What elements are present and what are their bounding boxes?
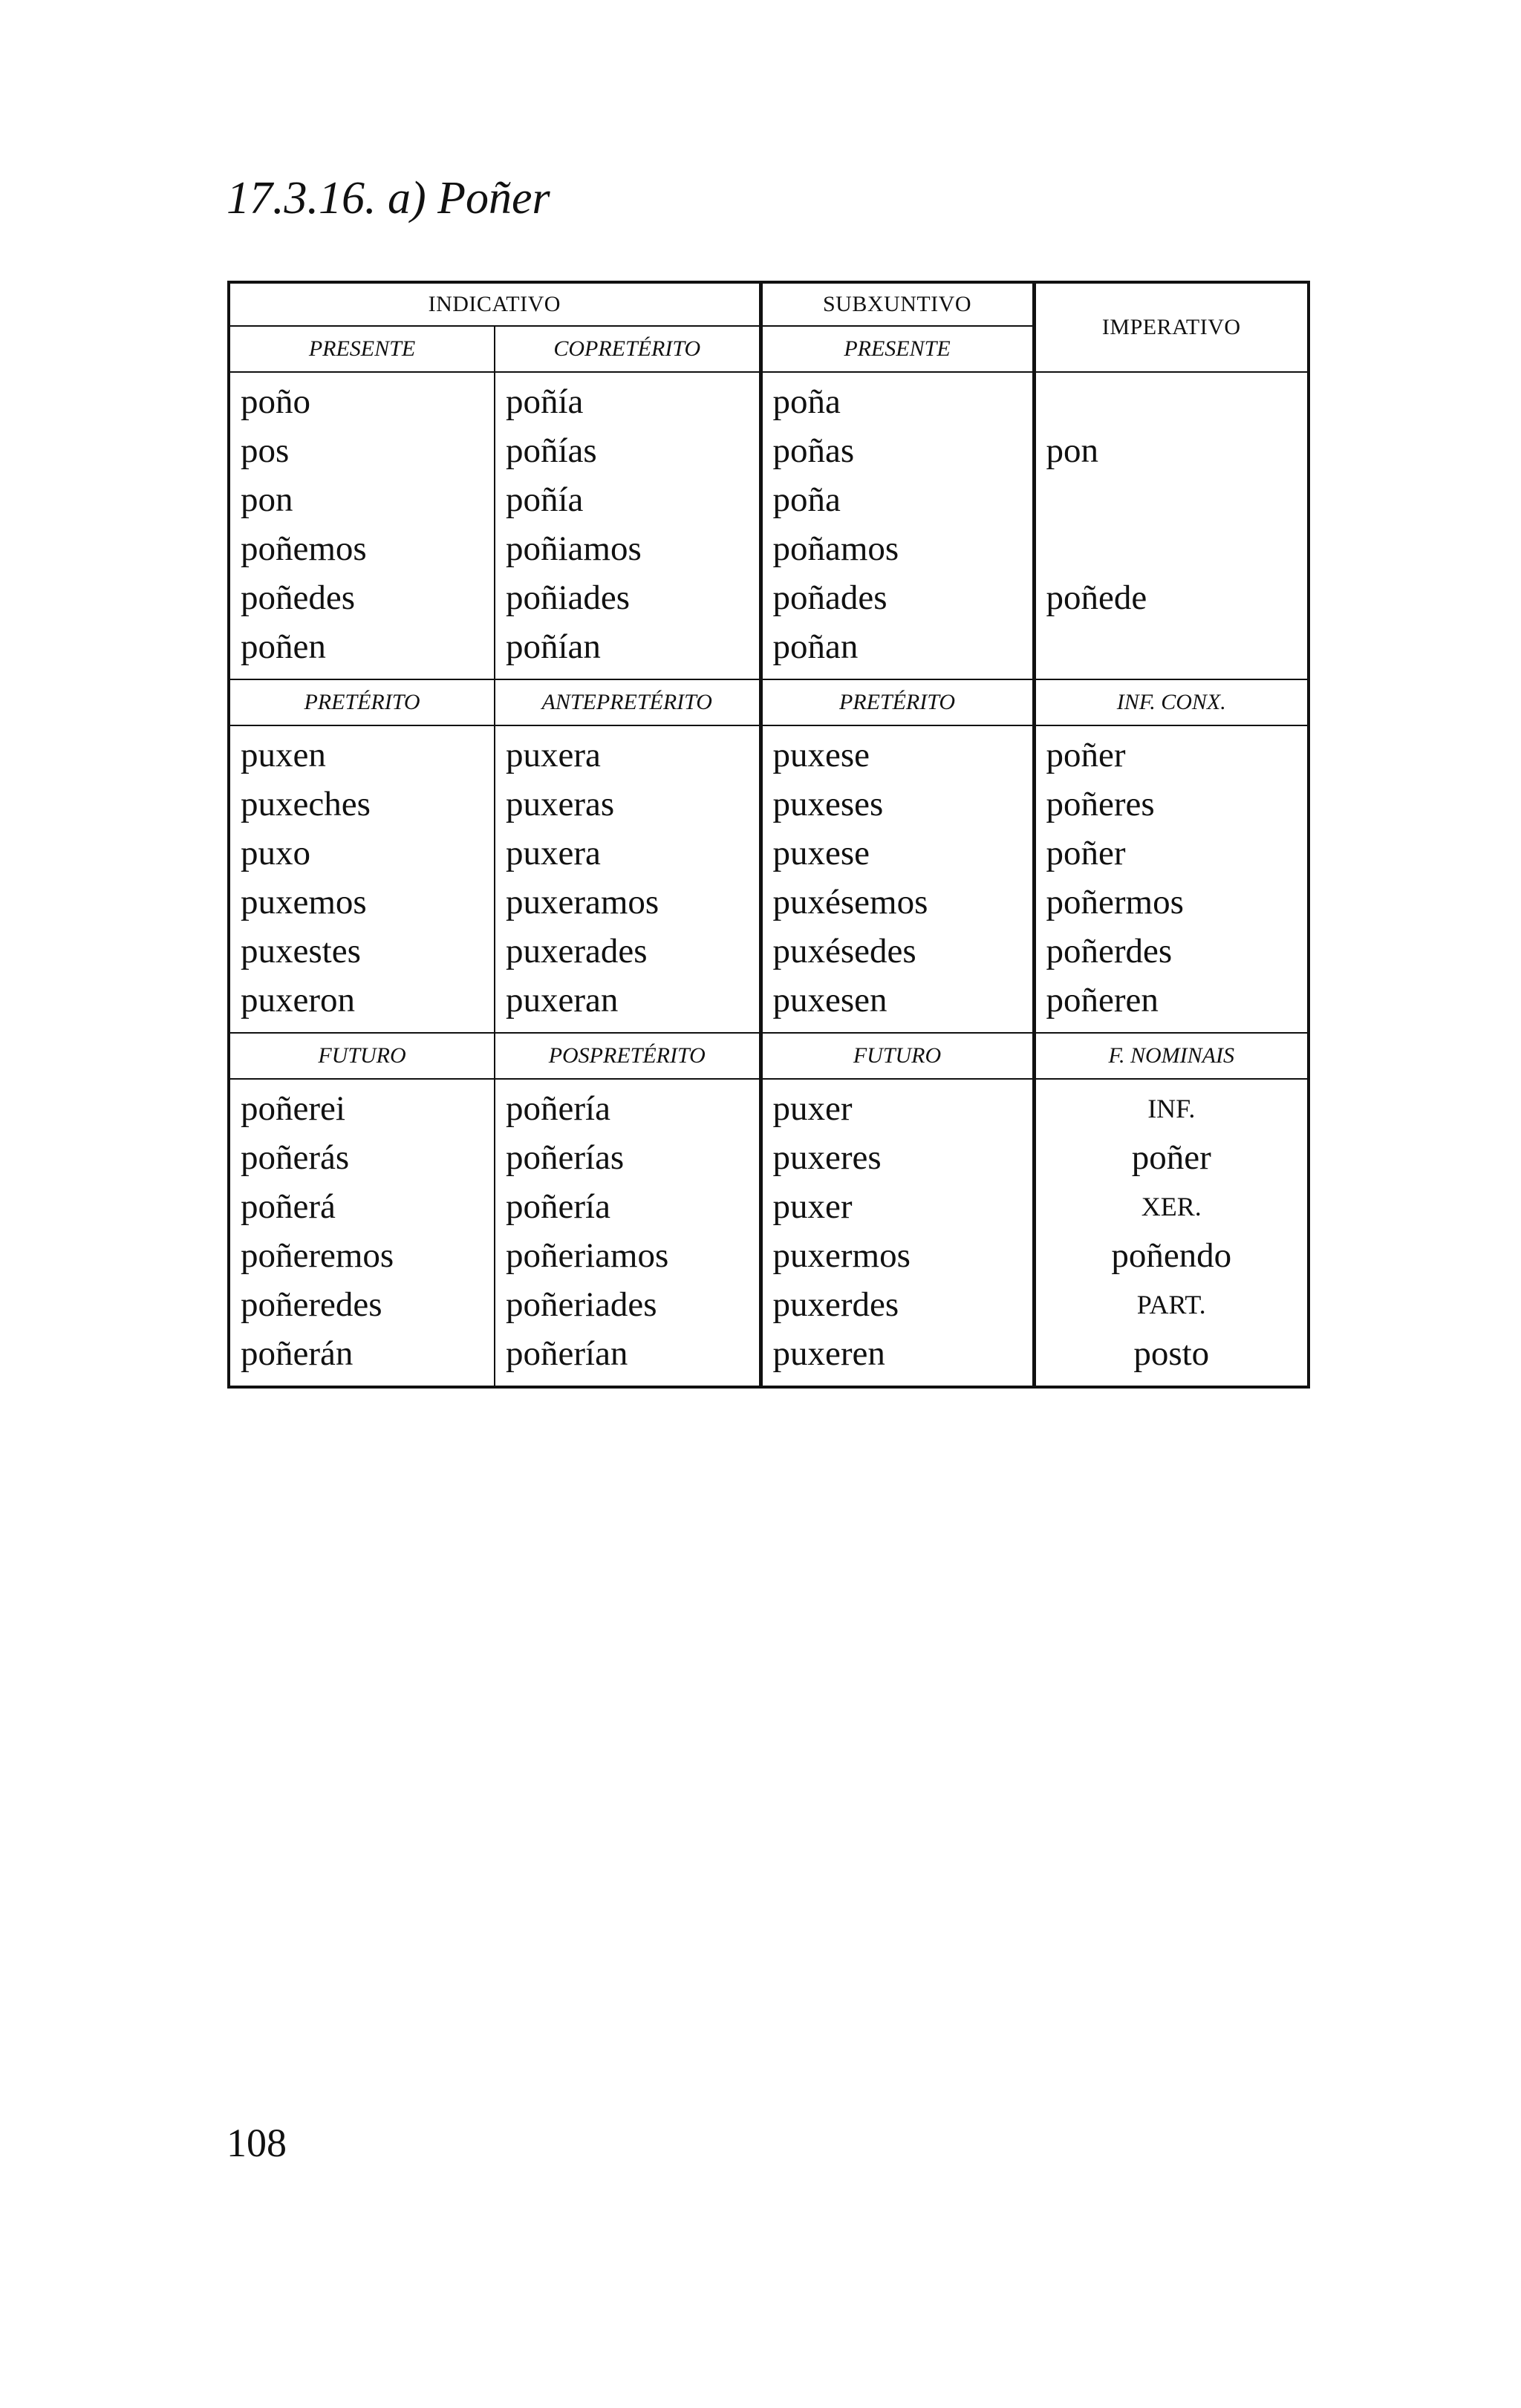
verb-form: puxeches <box>241 785 371 823</box>
verb-form: poñeres <box>1046 785 1155 823</box>
verb-form: poñerei <box>241 1089 345 1128</box>
verb-form: puxer <box>772 1089 853 1128</box>
verb-form: poñerán <box>241 1334 354 1373</box>
verb-form: poñede <box>1046 578 1147 617</box>
verb-form: poñemos <box>241 529 367 568</box>
verb-form: poñerás <box>241 1138 350 1177</box>
verb-form: poñerías <box>506 1138 625 1177</box>
conjugation-table <box>227 281 1310 1389</box>
verb-form <box>1036 475 1308 524</box>
verb-form: puxestes <box>241 932 361 970</box>
verb-form: poñeriades <box>506 1285 657 1324</box>
verb-form: puxerades <box>506 932 648 970</box>
verb-form: puxésemos <box>772 883 928 921</box>
tense-header-row <box>229 1033 1309 1079</box>
verb-form: puxese <box>772 736 870 774</box>
verb-form: puxeramos <box>506 883 659 921</box>
forms-cell <box>1034 725 1309 1033</box>
verb-form: poña <box>772 480 841 519</box>
verb-form: poñeremos <box>241 1236 394 1275</box>
verb-form: pon <box>1046 431 1098 470</box>
mood-subxuntivo: SUBXUNTIVO <box>760 282 1034 326</box>
verb-form: poñería <box>506 1089 610 1128</box>
verb-form: puxera <box>506 736 601 774</box>
verb-form: puxeras <box>506 785 615 823</box>
verb-form: puxeses <box>772 785 884 823</box>
section-title: 17.3.16. a) Poñer <box>227 173 550 223</box>
nominal-form-label: INF. <box>1147 1094 1196 1123</box>
forms-cell <box>760 1079 1034 1387</box>
verb-form: poñendo <box>1111 1236 1232 1275</box>
verb-form: poñen <box>241 627 326 666</box>
verb-form <box>1036 377 1308 426</box>
verb-form: poñer <box>1046 834 1126 872</box>
verb-form: poñas <box>772 431 855 470</box>
verb-form: poñerá <box>241 1187 336 1226</box>
tense-header: INF. CONX. <box>1034 679 1309 725</box>
verb-form: poñería <box>506 1187 610 1226</box>
tense-header: PRETÉRITO <box>760 679 1034 725</box>
verb-form: puxo <box>241 834 310 872</box>
verb-form: poñan <box>772 627 859 666</box>
verb-form: poña <box>772 382 841 421</box>
mood-header-row <box>229 282 1309 326</box>
page-number: 108 <box>227 2121 287 2165</box>
forms-row <box>229 725 1309 1033</box>
mood-indicativo: INDICATIVO <box>229 282 760 326</box>
verb-form: poñeredes <box>241 1285 382 1324</box>
forms-cell <box>1034 372 1309 679</box>
verb-form: poñeriamos <box>506 1236 669 1275</box>
tense-header: POSPRETÉRITO <box>495 1033 760 1079</box>
tense-header: COPRETÉRITO <box>495 326 760 372</box>
verb-form: poñerdes <box>1046 932 1173 970</box>
nominal-form-label: PART. <box>1136 1290 1206 1319</box>
forms-cell <box>760 725 1034 1033</box>
forms-cell <box>229 725 495 1033</box>
verb-form: puxeres <box>772 1138 882 1177</box>
tense-header: F. NOMINAIS <box>1034 1033 1309 1079</box>
verb-form: poñían <box>506 627 601 666</box>
verb-form: poñer <box>1046 736 1126 774</box>
forms-cell <box>495 725 760 1033</box>
verb-form: poñiamos <box>506 529 642 568</box>
verb-form: puxeran <box>506 981 619 1019</box>
verb-form: puxermos <box>772 1236 911 1275</box>
forms-cell <box>229 372 495 679</box>
verb-form: pos <box>241 431 290 470</box>
tense-header: PRETÉRITO <box>229 679 495 725</box>
forms-cell <box>495 372 760 679</box>
tense-header-row <box>229 679 1309 725</box>
verb-form: puxesen <box>772 981 887 1019</box>
verb-form <box>1036 622 1308 671</box>
forms-row <box>229 1079 1309 1387</box>
verb-form: poñiades <box>506 578 631 617</box>
tense-header: FUTURO <box>760 1033 1034 1079</box>
forms-cell <box>495 1079 760 1387</box>
verb-form: poñerían <box>506 1334 628 1373</box>
nominal-form-label: XER. <box>1141 1192 1202 1221</box>
forms-cell <box>229 1079 495 1387</box>
verb-form: poño <box>241 382 310 421</box>
tense-header: PRESENTE <box>760 326 1034 372</box>
verb-form: puxeren <box>772 1334 885 1373</box>
verb-form: pon <box>241 480 293 519</box>
verb-form: puxeron <box>241 981 356 1019</box>
verb-form: poñías <box>506 431 597 470</box>
verb-form: poñamos <box>772 529 899 568</box>
verb-form: poñades <box>772 578 887 617</box>
verb-form: puxésedes <box>772 932 916 970</box>
verb-form: poñía <box>506 382 584 421</box>
verb-form <box>1036 524 1308 573</box>
tense-header: PRESENTE <box>229 326 495 372</box>
verb-form: poñer <box>1131 1138 1211 1177</box>
verb-form: puxemos <box>241 883 367 921</box>
verb-form: puxerdes <box>772 1285 899 1324</box>
verb-form: puxese <box>772 834 870 872</box>
verb-form: poñeren <box>1046 981 1159 1019</box>
forms-cell <box>760 372 1034 679</box>
forms-cell <box>1034 1079 1309 1387</box>
tense-header: ANTEPRETÉRITO <box>495 679 760 725</box>
verb-form: poñía <box>506 480 584 519</box>
mood-imperativo: IMPERATIVO <box>1034 282 1309 372</box>
verb-form: poñedes <box>241 578 356 617</box>
verb-form: puxera <box>506 834 601 872</box>
verb-form: puxen <box>241 736 326 774</box>
tense-header: FUTURO <box>229 1033 495 1079</box>
verb-form: poñermos <box>1046 883 1184 921</box>
forms-row <box>229 372 1309 679</box>
verb-form: posto <box>1133 1334 1210 1373</box>
verb-form: puxer <box>772 1187 853 1226</box>
